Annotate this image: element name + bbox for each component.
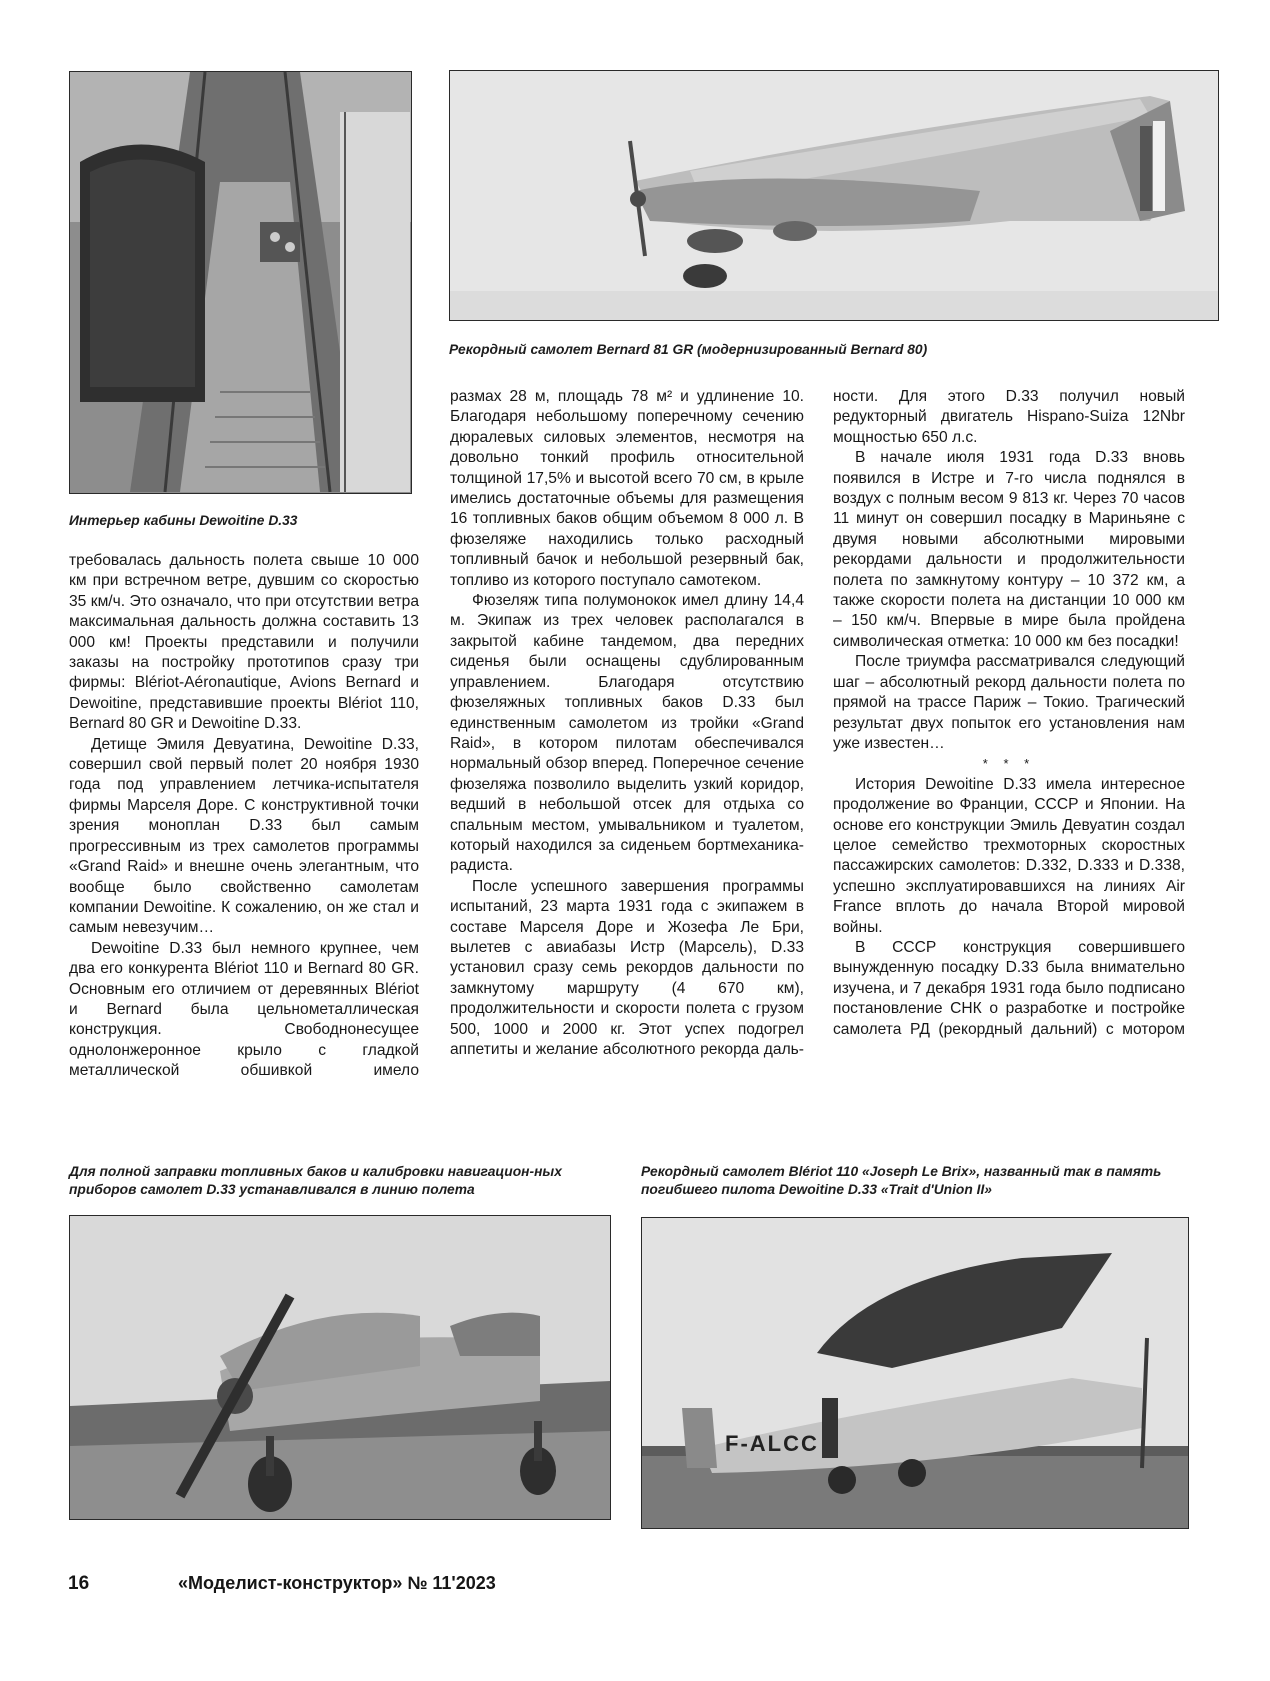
text-column-middle [450,387,804,1060]
magazine-issue: «Моделист-конструктор» № 11'2023 [178,1573,496,1593]
right-paragraph-4: История Dewoitine D.33 имела интересное продолжение во Франции, СССР и Японии. На основе его конструкции Эмиль Девуатин создал целое семейство трехмоторных скоростных пассажирских самолетов: D.332, D.333 и D.338, успешно эксплуатировавшихся на линиях Air France вплоть до начала Второй мировой войны. [833,775,1185,936]
section-divider-stars: * * * [982,756,1036,772]
bleriot-photo-caption: Рекордный самолет Blériot 110 «Joseph Le Brix», названный так в память погибшего пилота Dewoitine D.33 «Trait d'Union II» [641,1164,1162,1197]
left-paragraph-2: Детище Эмиля Девуатина, Dewoitine D.33, совершил свой первый полет 20 ноября 1930 года под управлением летчика-испытателя фирмы Марселя Доре. С конструктивной точки зрения моноплан D.33 был самым прогрессивным из трех самолетов программы «Grand Raid» и внешне очень элегантным, что вообще было свойственно самолетам компании Dewoitine. К сожалению, он же стал и самым невезучим… [69,735,419,937]
cabin-photo-caption: Интерьер кабины Dewoitine D.33 [69,513,298,528]
right-paragraph-3: После триумфа рассматривался следующий шаг – абсолютный рекорд дальности полета по прямой на трассе Париж – Токио. Трагический результат двух попыток его установления нам уже известен… [833,653,1185,752]
middle-paragraph-2: Фюзеляж типа полумонокок имел длину 14,4 м. Экипаж из трех человек располагался в закрытой кабине тандемом, два передних сиденья были оснащены сдублированным управлением. Благодаря отсутствию фюзеляжных топливных баков D.33 был единственным самолетом из тройки «Grand Raid», в котором пилотам обеспечивался нормальный обзор вперед. Поперечное сечение фюзеляжа позволило выделить узкий коридор, ведший в небольшой отсек для отдыха со спальным местом, умывальником и туалетом, который находился за сиденьем бортмеханика-радиста. [450,592,804,875]
refuel-photo-caption: Для полной заправки топливных баков и калибровки навигацион-ных приборов самолет D.33 устанавливался в линию полета [69,1164,562,1197]
bernard-81-photo [449,70,1219,321]
bleriot-110-photo [641,1217,1189,1529]
middle-paragraph-3: После успешного завершения программы испытаний, 23 марта 1931 года с экипажем в составе Марселя Доре и Жозефа Ле Бри, вылетев с авиабазы Истр (Марсель), D.33 установил сразу семь рекордов дальности по замкнутому маршруту (4 670 км), продолжительности и скорости полета с грузом 500, 1000 и 2000 кг. Этот успех подогрел аппетиты и желание абсолютного рекорда даль- [450,877,804,1058]
aircraft-registration-label: F-ALCC [725,1431,819,1456]
text-column-right [833,387,1185,1040]
right-paragraph-1: ности. Для этого D.33 получил новый редукторный двигатель Hispano-Suiza 12Nbr мощностью 650 л.с. [833,388,1185,446]
cabin-interior-photo [69,71,412,494]
left-paragraph-1: требовалась дальность полета свыше 10 000 км при встречном ветре, дувшим со скоростью 35 км/ч. Это означало, что при отсутствии ветра максимальная дальность должна составить 13 000 км! Проекты представили и получили заказы на постройку прототипов сразу три фирмы: Blériot-Aéronautique, Avions Bernard и Dewoitine, представившие проекты Blériot 110, Bernard 80 GR и Dewoitine D.33. [69,552,419,733]
bernard-photo-caption: Рекордный самолет Bernard 81 GR (модернизированный Bernard 80) [449,342,928,357]
right-paragraph-5: В СССР конструкция совершившего вынужденную посадку D.33 была внимательно изучена, и 7 декабря 1931 года было подписано постановление СНК о разработке и постройке самолета РД (рекордный дальний) с мотором [833,938,1185,1038]
left-paragraph-3: Dewoitine D.33 был немного крупнее, чем два его конкурента Blériot 110 и Bernard 80 GR. Основным его отличием от деревянных Blériot и Bernard была цельнометаллическая конструкция. Свободнонесущее однолонжеронное крыло с гладкой металлической обшивкой имело [69,939,419,1080]
text-column-left [69,551,419,1082]
d33-ground-photo [69,1215,611,1520]
middle-paragraph-1: размах 28 м, площадь 78 м² и удлинение 10. Благодаря небольшому поперечному сечению дюралевых силовых элементов, несмотря на довольно тонкий профиль относительной толщиной 17,5% и высотой всего 70 см, в крыле имелись достаточные объемы для размещения 16 топливных баков общим объемом 8 000 л. В фюзеляже находились только расходный топливный бачок и небольшой резервный бак, топливо из которого поступало самотеком. [450,388,804,589]
right-paragraph-2: В начале июля 1931 года D.33 вновь появился в Истре и 7-го числа поднялся в воздух с полным весом 9 813 кг. Через 70 часов 11 минут он совершил посадку в Мариньяне с двумя новыми абсолютными мировыми рекордами дальности и продолжительности полета по замкнутому контуру – 10 372 км, а также скорости полета на дистанции 10 000 км – 150 км/ч. Впервые в мире была пройдена символическая отметка: 10 000 км без посадки! [833,449,1185,650]
page-number: 16 [68,1573,90,1594]
